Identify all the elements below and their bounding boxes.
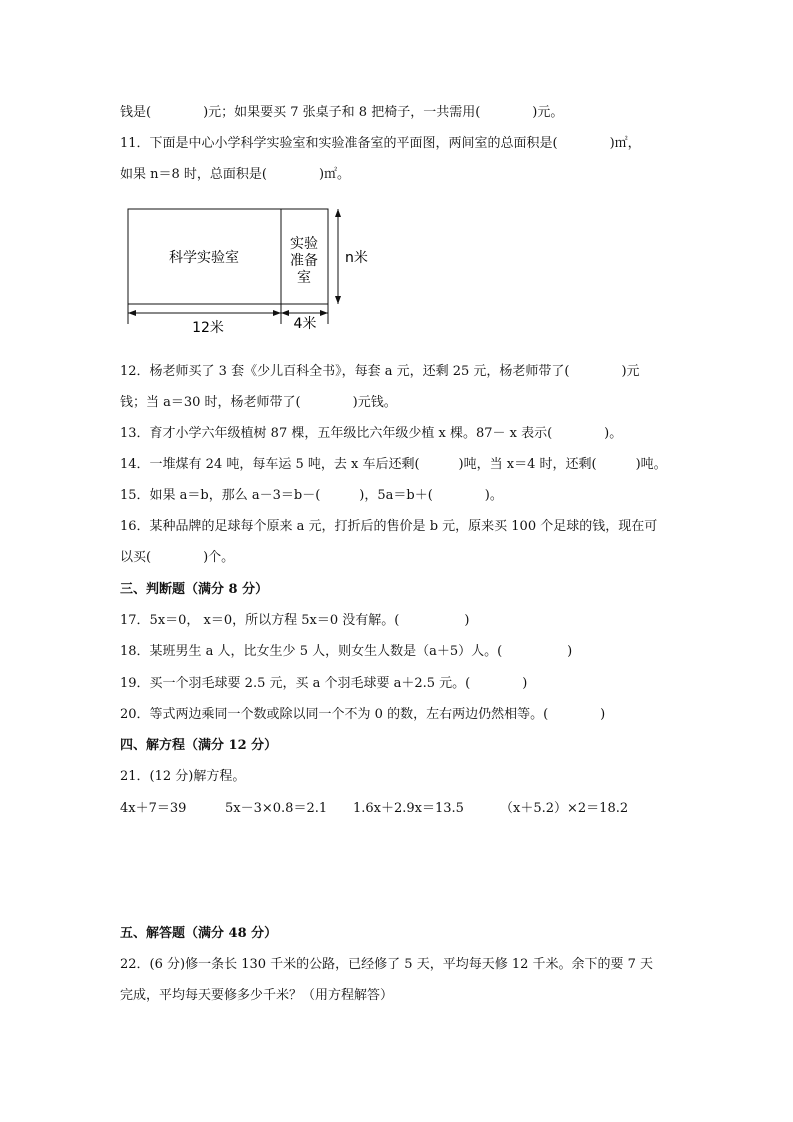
question-13: 13．育才小学六年级植树 87 棵，五年级比六年级少植 x 棵。87－ x 表示( )。 — [120, 426, 623, 441]
question-11-line-2: 如果 n＝8 时，总面积是( )㎡。 — [120, 167, 351, 182]
width2-arrow-left — [281, 310, 289, 316]
equation-2: 5x－3×0.8＝2.1 — [225, 801, 328, 816]
question-11-line-1: 11．下面是中心小学科学实验室和实验准备室的平面图，两间室的总面积是( )㎡， — [120, 136, 641, 151]
section-5-heading: 五、解答题（满分 48 分） — [120, 926, 278, 941]
width2-label: 4米 — [293, 316, 317, 332]
floor-plan-diagram — [120, 200, 380, 340]
prep-label-3: 室 — [297, 270, 311, 286]
width1-label: 12米 — [192, 320, 224, 336]
question-14: 14．一堆煤有 24 吨，每车运 5 吨，去 x 车后还剩( )吨，当 x＝4 时，还剩( )吨。 — [120, 457, 667, 472]
section-4-heading: 四、解方程（满分 12 分） — [120, 738, 278, 753]
equation-3: 1.6x＋2.9x＝13.5 — [353, 801, 464, 816]
height-arrow-top — [335, 209, 341, 217]
question-12-line-2: 钱；当 a＝30 时，杨老师带了( )元钱。 — [120, 395, 397, 410]
height-arrow-bottom — [335, 296, 341, 304]
prep-label-1: 实验 — [290, 236, 318, 252]
line-top-continuation: 钱是( )元；如果要买 7 张桌子和 8 把椅子，一共需用( )元。 — [120, 105, 564, 120]
question-17: 17．5x＝0， x＝0，所以方程 5x＝0 没有解。( ) — [120, 613, 470, 628]
question-20: 20．等式两边乘同一个数或除以同一个不为 0 的数，左右两边仍然相等。( ) — [120, 707, 606, 722]
question-22-line-1: 22．(6 分)修一条长 130 千米的公路，已经修了 5 天，平均每天修 12 千米。余下的要 7 天 — [120, 957, 654, 972]
width1-arrow-left — [128, 310, 136, 316]
width1-arrow-right — [273, 310, 281, 316]
equation-4: （x＋5.2）×2＝18.2 — [500, 801, 629, 816]
question-15: 15．如果 a＝b，那么 a－3＝b－( )，5a＝b＋( )。 — [120, 488, 503, 503]
question-19: 19．买一个羽毛球要 2.5 元，买 a 个羽毛球要 a＋2.5 元。( ) — [120, 676, 528, 691]
lab-label: 科学实验室 — [169, 250, 239, 266]
width2-arrow-right — [320, 310, 328, 316]
section-3-heading: 三、判断题（满分 8 分） — [120, 582, 269, 597]
question-16-line-2: 以买( )个。 — [120, 550, 235, 565]
height-label: n米 — [345, 250, 368, 266]
equation-1: 4x＋7＝39 — [120, 801, 187, 816]
question-18: 18．某班男生 a 人，比女生少 5 人，则女生人数是（a＋5）人。( ) — [120, 644, 573, 659]
question-21: 21．(12 分)解方程。 — [120, 769, 246, 784]
question-12-line-1: 12．杨老师买了 3 套《少儿百科全书》，每套 a 元，还剩 25 元，杨老师带了( )元 — [120, 364, 640, 379]
prep-label-2: 准备 — [290, 253, 318, 269]
question-16-line-1: 16．某种品牌的足球每个原来 a 元，打折后的售价是 b 元，原来买 100 个足球的钱，现在可 — [120, 519, 658, 534]
question-22-line-2: 完成，平均每天要修多少千米？（用方程解答） — [120, 988, 394, 1003]
